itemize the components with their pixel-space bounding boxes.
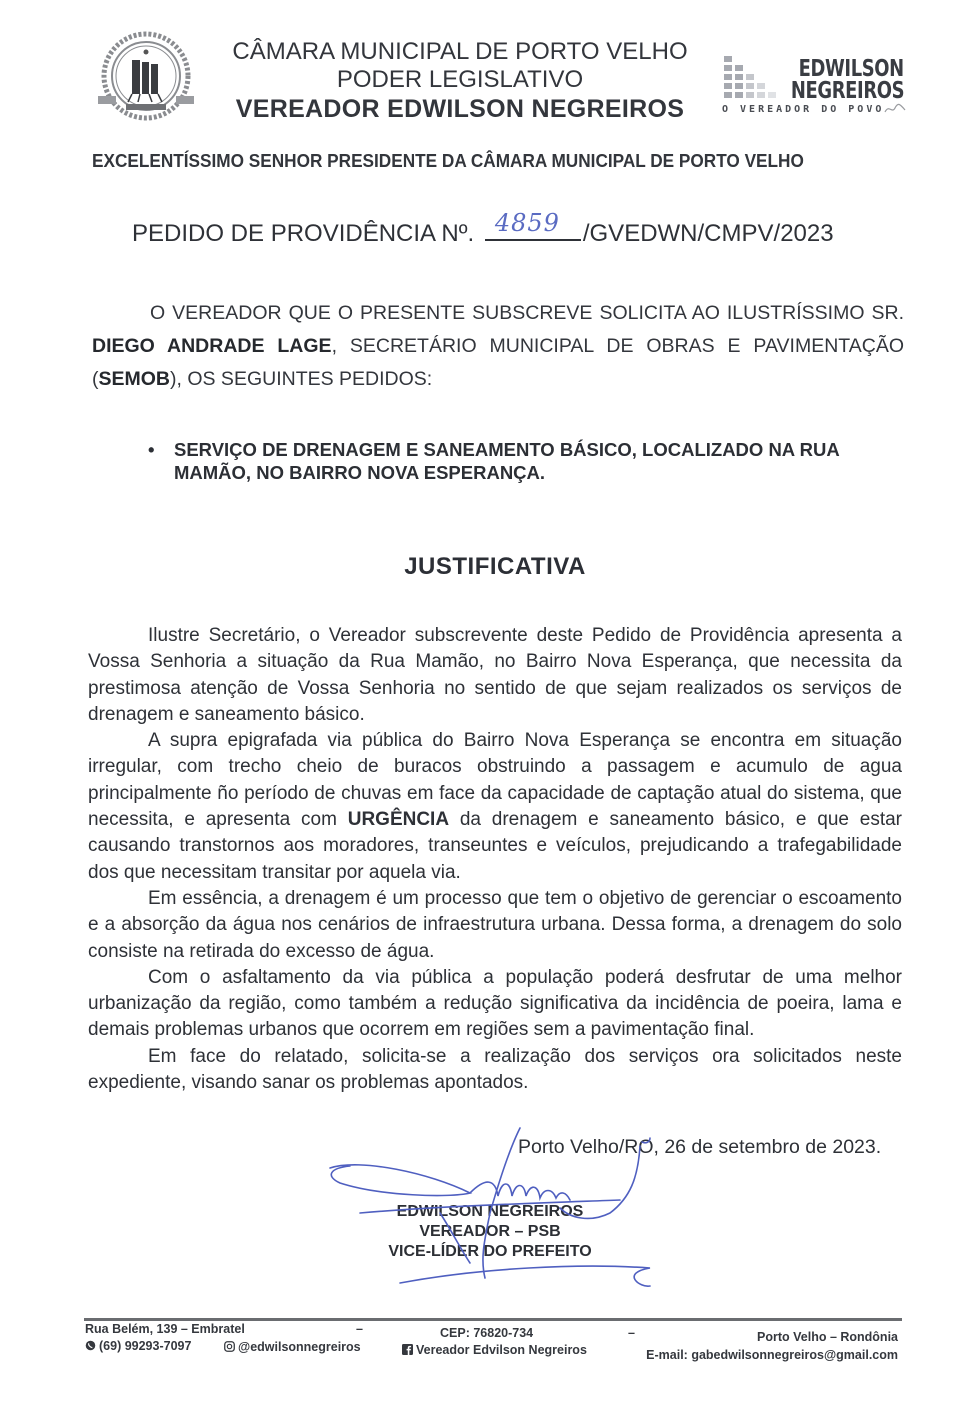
- footer-facebook: [402, 1343, 587, 1357]
- intro-text-3: ), OS SEGUINTES PEDIDOS:: [170, 368, 433, 390]
- justification-paragraph: Em face do relatado, solicita-se a realização dos serviços ora solicitados neste expediente, visando sanar os problemas apontados.: [88, 1045, 902, 1094]
- paragraph-text: da drenagem e saneamento básico, e que estar causando transtornos aos moradores, transeuntes e veículos, prejudicando a trafegabilidade dos que necessitam transitar por aquela via.: [88, 809, 902, 883]
- signer-role: VEREADOR – PSB: [419, 1223, 561, 1240]
- header-councilor: VEREADOR EDWILSON NEGREIROS: [235, 95, 685, 123]
- footer-instagram: [224, 1340, 361, 1354]
- handwritten-number: 4859: [494, 209, 560, 237]
- request-number-line: [132, 209, 834, 248]
- intro-text-2: , SECRETÁRIO MUNICIPAL DE OBRAS E PAVIMENTAÇÃO (: [92, 335, 905, 390]
- intro-paragraph: [92, 297, 904, 396]
- request-suffix: /GVEDWN/CMPV/2023: [582, 220, 834, 247]
- signer-title: VICE-LÍDER DO PREFEITO: [388, 1243, 592, 1260]
- footer-address: Rua Belém, 139 – Embratel: [85, 1322, 245, 1336]
- justification-paragraph: [88, 728, 902, 886]
- place-date: Porto Velho/RO, 26 de setembro de 2023.: [518, 1136, 882, 1158]
- footer-divider: [84, 1318, 902, 1321]
- phone-number: (69) 99293-7097: [99, 1339, 192, 1353]
- header-branch: PODER LEGISLATIVO: [336, 66, 584, 93]
- bullet-icon: •: [148, 439, 155, 460]
- secretary-name: DIEGO ANDRADE LAGE: [92, 335, 332, 357]
- header-institution: CÂMARA MUNICIPAL DE PORTO VELHO: [232, 38, 688, 65]
- justification-paragraph: Em essência, a drenagem é um processo que tem o objetivo de gerenciar o escoamento e a absorção da água nos cenários de infraestrutura urbana. Dessa forma, a drenagem do solo consiste na retirada do excesso de água.: [88, 887, 902, 962]
- intro-text: O VEREADOR QUE O PRESENTE SUBSCREVE SOLICITA AO ILUSTRÍSSIMO SR.: [150, 302, 904, 324]
- footer-separator: –: [628, 1326, 635, 1340]
- signer-name: EDWILSON NEGREIROS: [396, 1203, 584, 1220]
- facebook-icon: [402, 1344, 413, 1355]
- bar-graph-logo-icon: [724, 56, 784, 100]
- request-prefix: PEDIDO DE PROVIDÊNCIA Nº.: [132, 220, 475, 247]
- justification-paragraph: Com o asfaltamento da via pública a população poderá desfrutar de uma melhor urbanização da região, como também a redução significativa da incidência de poeira, lama e demais problemas urbanos que ocorrem em regiões sem a pavimentação final.: [88, 966, 902, 1041]
- footer-phone: [85, 1339, 191, 1353]
- instagram-icon: [224, 1341, 235, 1352]
- brand-name-first: EDWILSON: [798, 56, 904, 82]
- request-item: SERVIÇO DE DRENAGEM E SANEAMENTO BÁSICO, LOCALIZADO NA RUA MAMÃO, NO BAIRRO NOVA ESPERANÇA.: [174, 439, 840, 483]
- signature-block: [360, 1202, 620, 1262]
- justification-body: [88, 623, 902, 1096]
- footer-email[interactable]: E-mail: gabedwilsonnegreiros@gmail.com: [646, 1348, 898, 1362]
- facebook-page[interactable]: Vereador Edvilson Negreiros: [416, 1343, 587, 1357]
- justification-title: JUSTIFICATIVA: [404, 553, 586, 580]
- brand-slogan: O VEREADOR DO POVO: [722, 104, 885, 115]
- brand-logo: [722, 52, 912, 122]
- footer-city: Porto Velho – Rondônia: [757, 1330, 898, 1344]
- brand-name-last: NEGREIROS: [790, 78, 904, 104]
- instagram-handle[interactable]: @edwilsonnegreiros: [238, 1340, 361, 1354]
- justification-paragraph: Ilustre Secretário, o Vereador subscrevente deste Pedido de Providência apresenta a Vossa Senhoria a situação da Rua Mamão, no Bairro Nova Esperança, que necessita da prestimosa atenção de Vossa Senhoria no sentido de que sejam realizados os serviços de drenagem e saneamento básico.: [88, 625, 902, 725]
- municipal-seal-icon: [96, 30, 196, 126]
- whatsapp-icon: [85, 1340, 96, 1351]
- addressee-line: EXCELENTÍSSIMO SENHOR PRESIDENTE DA CÂMARA MUNICIPAL DE PORTO VELHO: [92, 150, 804, 171]
- urgency-emphasis: URGÊNCIA: [347, 809, 450, 831]
- request-number-field: [485, 209, 581, 241]
- mini-signature-icon: [884, 102, 906, 116]
- footer-separator: –: [356, 1322, 363, 1336]
- footer-cep: CEP: 76820-734: [440, 1326, 534, 1340]
- paragraph-text: A supra epigrafada via pública do Bairro Nova Esperança se encontra em situação irregular, com trecho cheio de buracos obstruindo a passagem e acumulo de agua principalmente ño período de chuvas em face da capacidade de captação atual do sistema, que necessita, e apresenta com: [88, 730, 902, 831]
- department-acronym: SEMOB: [98, 368, 171, 390]
